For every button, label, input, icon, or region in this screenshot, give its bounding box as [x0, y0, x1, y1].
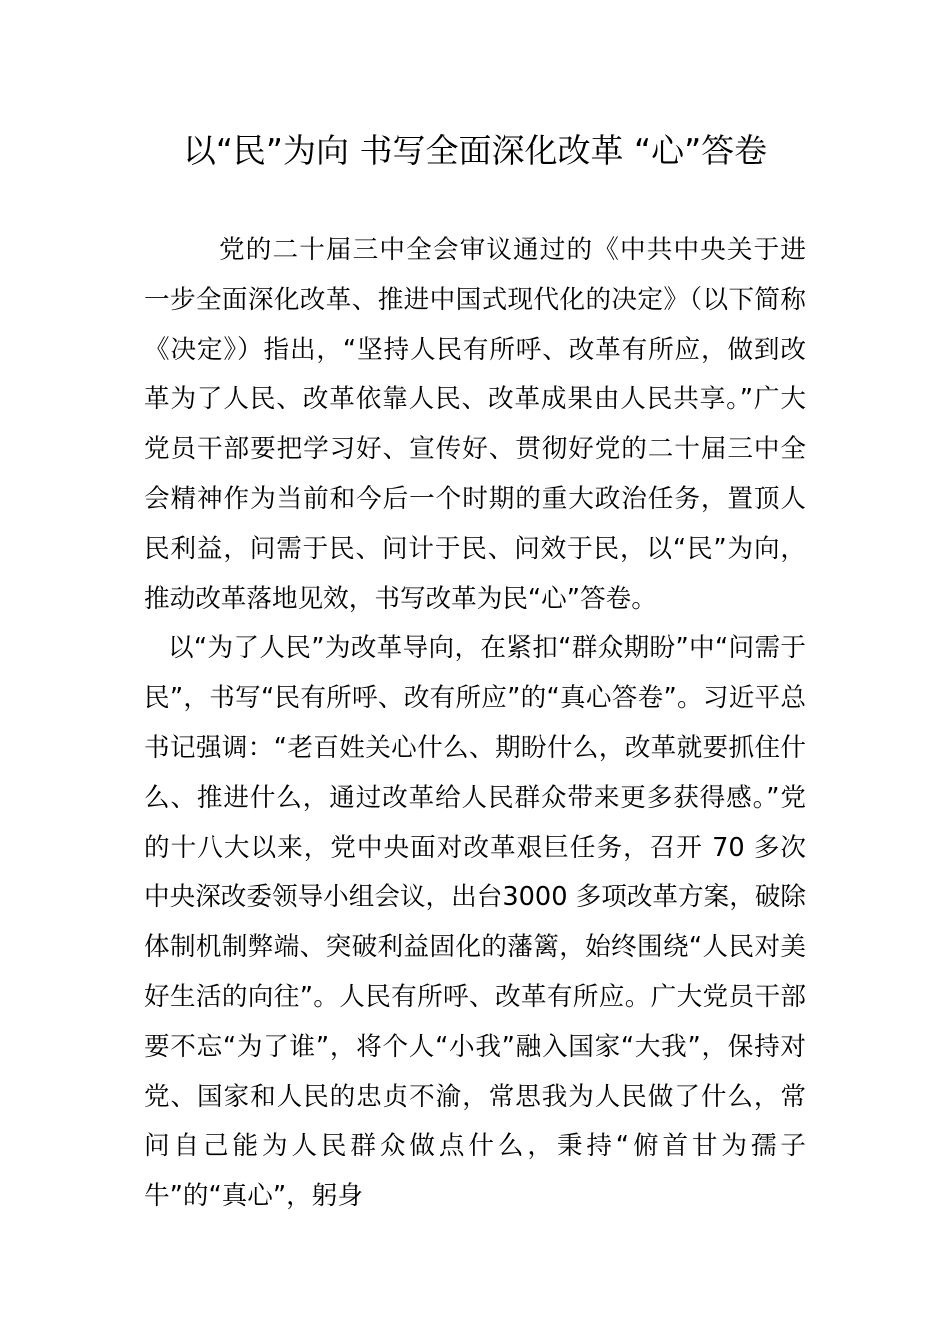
document-body: [144, 226, 806, 1222]
paragraph-intro: 党的二十届三中全会审议通过的《中共中央关于进一步全面深化改革、推进中国式现代化的决定》（以下简称《决定》）指出，“坚持人民有所呼、改革有所应，做到改革为了人民、改革依靠人民、改革成果由人民共享。”广大党员干部要把学习好、宣传好、贯彻好党的二十届三中全会精神作为当前和今后一个时期的重大政治任务，置顶人民利益，问需于民、问计于民、问效于民，以“民”为向，推动改革落地见效，书写改革为民“心”答卷。: [144, 235, 806, 614]
paragraph-people-oriented: 以“为了人民”为改革导向，在紧扣“群众期盼”中“问需于民”，书写“民有所呼、改有所应”的“真心答卷”。习近平总书记强调：“老百姓关心什么、期盼什么，改革就要抓住什么、推进什么，通过改革给人民群众带来更多获得感。”党的十八大以来，党中央面对改革艰巨任务，召开 70 多次中央深改委领导小组会议，出台3000 多项改革方案，破除体制机制弊端、突破利益固化的藩篱，始终围绕“人民对美好生活的向往”。人民有所呼、改革有所应。广大党员干部要不忘“为了谁”，将个人“小我”融入国家“大我”，保持对党、国家和人民的忠贞不渝，常思我为人民做了什么，常问自己能为人民群众做点什么，秉持“俯首甘为孺子牛”的“真心”，躬身: [144, 633, 806, 1212]
document-title: 以“民”为向 书写全面深化改革 “心”答卷: [182, 131, 768, 170]
